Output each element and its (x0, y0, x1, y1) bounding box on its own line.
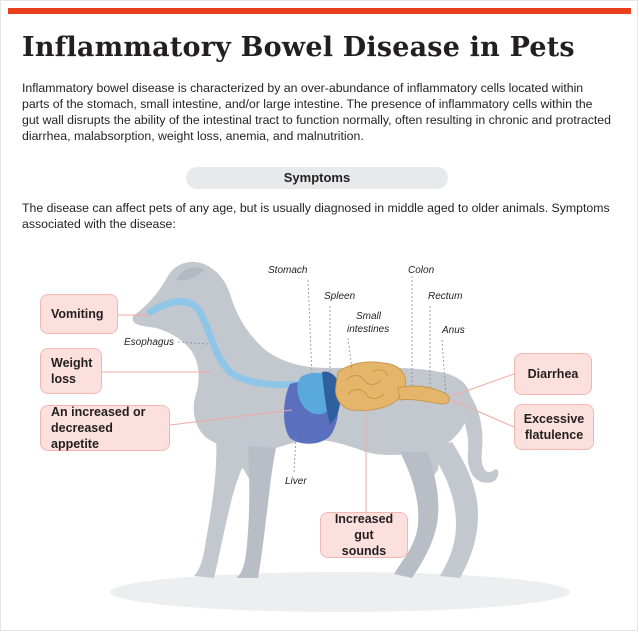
callout-weight-loss (40, 348, 102, 394)
callout-vomiting-text: Vomiting (51, 307, 104, 321)
label-colon: Colon (408, 265, 435, 276)
callout-diarrhea-text: Diarrhea (527, 367, 579, 381)
callout-weight-loss-line1: Weight (51, 356, 93, 370)
symptoms-heading: Symptoms (186, 167, 448, 189)
label-small-intestines-line1: Small (356, 311, 382, 322)
callout-weight-loss-line2: loss (51, 372, 77, 386)
label-esophagus: Esophagus (124, 337, 175, 348)
callout-vomiting (40, 294, 118, 334)
callout-flatulence-line1: Excessive (523, 412, 585, 426)
callout-appetite (40, 405, 170, 451)
page-title: Inflammatory Bowel Disease in Pets (22, 32, 575, 63)
label-small-intestines-line2: intestines (347, 324, 390, 335)
callout-gut-sounds (320, 512, 408, 558)
callout-flatulence-line2: flatulence (524, 428, 584, 442)
callout-gut-sounds-line1: Increased (334, 512, 394, 526)
label-rectum: Rectum (428, 291, 463, 302)
callout-flatulence (514, 404, 594, 450)
intro-paragraph: Inflammatory bowel disease is characterized by an over-abundance of inflammatory cells located within parts of the stomach, small intestine, and/or large intestine. The presence of inflammatory cells within the gut wall disrupts the ability of the intestinal tract to function normally, often resulting in chronic and protracted diarrhea, malabsorption, weight loss, anemia, and malnutrition. (22, 81, 611, 143)
label-liver: Liver (285, 476, 307, 487)
callout-appetite-line1: An increased or (51, 405, 146, 419)
ground-shadow (110, 572, 570, 612)
callout-diarrhea (514, 353, 592, 395)
symptoms-lead-text: The disease can affect pets of any age, but is usually diagnosed in middle aged to older animals. Symptoms associated with the disease: (22, 201, 610, 231)
label-anus: Anus (442, 325, 465, 336)
callout-appetite-line2: decreased appetite (51, 421, 113, 451)
callout-gut-sounds-line2: gut sounds (341, 528, 387, 558)
label-spleen: Spleen (324, 291, 356, 302)
label-stomach: Stomach (268, 265, 308, 276)
